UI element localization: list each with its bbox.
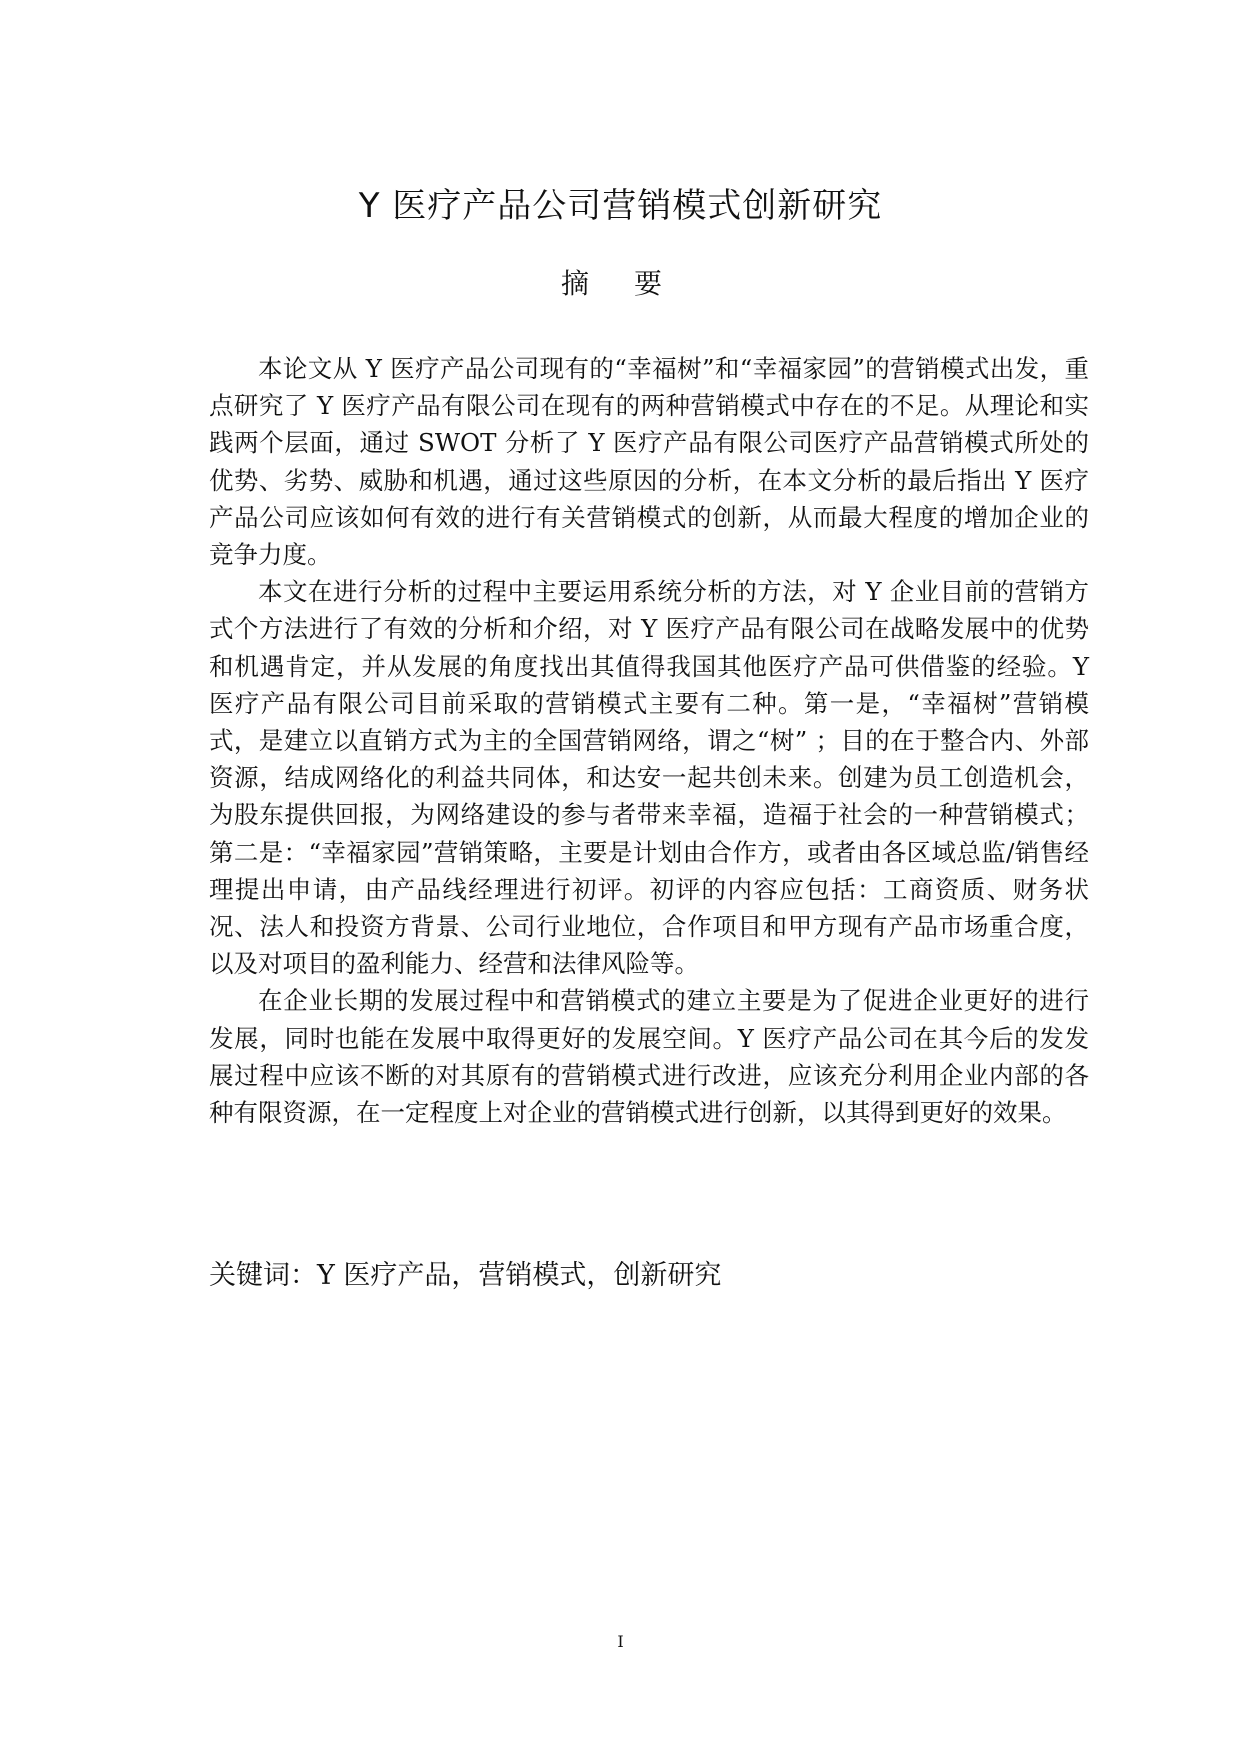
keywords-label: 关键词： xyxy=(209,1260,317,1291)
abstract-paragraph-1: 本论文从 Y 医疗产品公司现有的“幸福树”和“幸福家园”的营销模式出发，重点研究了 Y 医疗产品有限公司在现有的两种营销模式中存在的不足。从理论和实践两个层面，通过 SWOT 分析了 Y 医疗产品有限公司医疗产品营销模式所处的优势、劣势、威胁和机遇，通过这些原因的分析，在本文分析的最后指出 Y 医疗产品公司应该如何有效的进行有关营销模式的创新，从而最大程度的增加企业的竞争力度。 xyxy=(209,354,1089,570)
page-number: I xyxy=(617,1632,624,1651)
keywords-line xyxy=(209,1256,1089,1296)
paper-title: Y 医疗产品公司营销模式创新研究 xyxy=(358,186,883,226)
abstract-paragraph-2: 本文在进行分析的过程中主要运用系统分析的方法，对 Y 企业目前的营销方式个方法进行了有效的分析和介绍，对 Y 医疗产品有限公司在战略发展中的优势和机遇肯定，并从发展的角度找出其值得我国其他医疗产品可供借鉴的经验。Y 医疗产品有限公司目前采取的营销模式主要有二种。第一是，“幸福树”营销模式，是建立以直销方式为主的全国营销网络，谓之“树” ；目的在于整合内、外部资源，结成网络化的利益共同体，和达安一起共创未来。创建为员工创造机会，为股东提供回报，为网络建设的参与者带来幸福，造福于社会的一种营销模式；第二是：“幸福家园”营销策略，主要是计划由合作方，或者由各区域总监/销售经理提出申请，由产品线经理进行初评。初评的内容应包括：工商资质、财务状况、法人和投资方背景、公司行业地位，合作项目和甲方现有产品市场重合度，以及对项目的盈利能力、经营和法律风险等。 xyxy=(209,577,1089,979)
keywords-text: Y 医疗产品，营销模式，创新研究 xyxy=(317,1260,722,1291)
abstract-heading: 摘 要 xyxy=(561,267,680,300)
abstract-paragraph-3: 在企业长期的发展过程中和营销模式的建立主要是为了促进企业更好的进行发展，同时也能在发展中取得更好的发展空间。Y 医疗产品公司在其今后的发发展过程中应该不断的对其原有的营销模式进行改进，应该充分利用企业内部的各种有限资源，在一定程度上对企业的营销模式进行创新，以其得到更好的效果。 xyxy=(209,986,1089,1128)
abstract-body xyxy=(209,350,1089,1131)
